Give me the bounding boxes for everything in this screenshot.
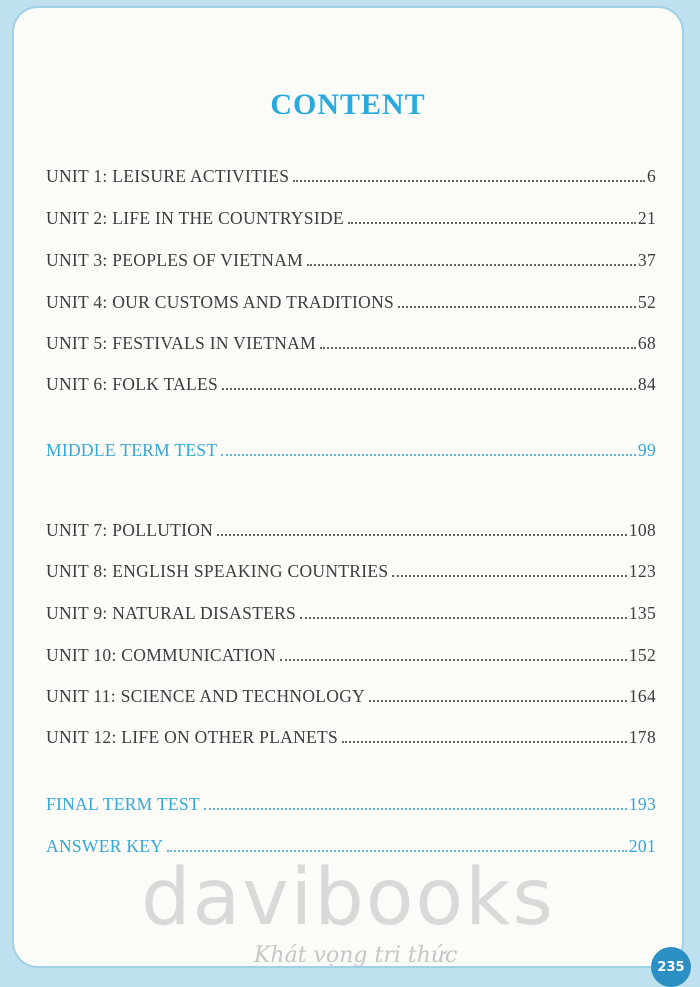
page-number-badge: 235 (651, 947, 691, 987)
dotted-leader (293, 180, 645, 182)
toc-entry-page: 123 (628, 561, 656, 581)
toc-entry-page: 152 (628, 645, 656, 665)
toc-entry-unit-4 (46, 292, 656, 313)
toc-entry-unit-12 (46, 727, 656, 748)
toc-entry-page: 52 (637, 292, 656, 312)
toc-entry-final-term-test (46, 794, 656, 815)
toc-entry-unit-8 (46, 561, 656, 582)
page-title: CONTENT (270, 88, 426, 121)
dotted-leader (204, 808, 627, 810)
toc-entry-page: 164 (628, 686, 656, 706)
toc-entry-page: 37 (637, 250, 656, 270)
dotted-leader (348, 222, 636, 224)
toc-entry-page: 21 (637, 208, 656, 228)
dotted-leader (369, 700, 627, 702)
toc-entry-page: 99 (637, 440, 656, 460)
watermark-brand: davibooks (141, 853, 555, 943)
toc-entry-page: 6 (646, 166, 656, 186)
dotted-leader (280, 659, 627, 661)
toc-entry-label: UNIT 12: LIFE ON OTHER PLANETS (46, 727, 339, 747)
toc-entry-unit-11 (46, 686, 656, 707)
toc-entry-label: ANSWER KEY (46, 836, 164, 856)
toc-entry-label: UNIT 2: LIFE IN THE COUNTRYSIDE (46, 208, 344, 228)
dotted-leader (398, 306, 636, 308)
toc-entry-page: 135 (628, 603, 656, 623)
toc-entry-label: UNIT 5: FESTIVALS IN VIETNAM (46, 333, 316, 353)
toc-entry-unit-2 (46, 208, 656, 229)
dotted-leader (300, 617, 627, 619)
toc-entry-label: UNIT 4: OUR CUSTOMS AND TRADITIONS (46, 292, 395, 312)
toc-entry-unit-10 (46, 645, 656, 666)
toc-entry-label: UNIT 1: LEISURE ACTIVITIES (46, 166, 290, 186)
toc-entry-label: UNIT 3: PEOPLES OF VIETNAM (46, 250, 304, 270)
dotted-leader (320, 347, 636, 349)
toc-entry-label: UNIT 10: COMMUNICATION (46, 645, 276, 665)
toc-entry-page: 84 (637, 374, 656, 394)
dotted-leader (307, 264, 636, 266)
dotted-leader (342, 741, 627, 743)
toc-entry-label: UNIT 8: ENGLISH SPEAKING COUNTRIES (46, 561, 389, 581)
toc-entry-page: 201 (628, 836, 656, 856)
toc-entry-unit-9 (46, 603, 656, 624)
toc-entry-label: UNIT 9: NATURAL DISASTERS (46, 603, 297, 623)
toc-entry-unit-7 (46, 520, 656, 541)
watermark-tagline: Khát vọng tri thức (254, 943, 458, 968)
toc-entry-label: UNIT 7: POLLUTION (46, 520, 214, 540)
toc-entry-page: 68 (637, 333, 656, 353)
toc-entry-unit-5 (46, 333, 656, 354)
toc-entry-label: FINAL TERM TEST (46, 794, 200, 814)
toc-entry-label: UNIT 11: SCIENCE AND TECHNOLOGY (46, 686, 366, 706)
dotted-leader (167, 850, 627, 852)
toc-entry-label: MIDDLE TERM TEST (46, 440, 218, 460)
dotted-leader (217, 534, 627, 536)
book-page (12, 6, 684, 968)
toc-entry-label: UNIT 6: FOLK TALES (46, 374, 219, 394)
dotted-leader (222, 388, 636, 390)
toc-entry-unit-1 (46, 166, 656, 187)
toc-entry-unit-3 (46, 250, 656, 271)
table-of-contents (14, 8, 682, 966)
toc-entry-unit-6 (46, 374, 656, 395)
toc-entry-page: 108 (628, 520, 656, 540)
dotted-leader (221, 454, 636, 456)
toc-entry-page: 178 (628, 727, 656, 747)
toc-entry-middle-term-test (46, 440, 656, 461)
toc-entry-page: 193 (628, 794, 656, 814)
dotted-leader (392, 575, 626, 577)
